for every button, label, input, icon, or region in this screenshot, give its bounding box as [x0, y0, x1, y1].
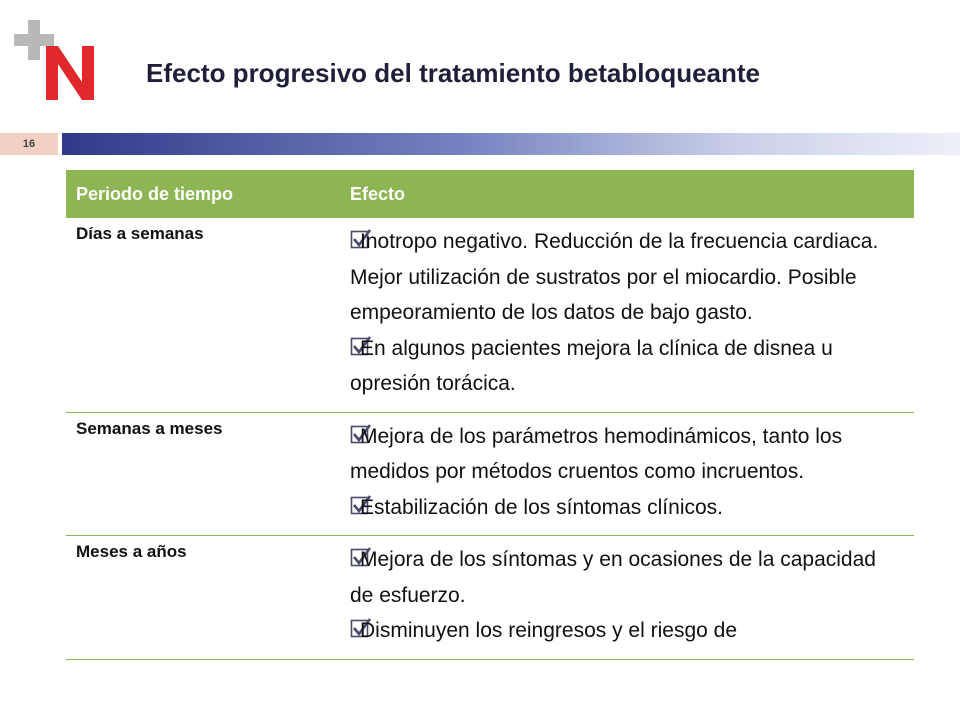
effect-text: Mejora de los parámetros hemodinámicos, tanto los medidos por métodos cruentos como incruentos.: [350, 424, 843, 483]
period-cell: Semanas a meses: [66, 412, 340, 536]
effect-text: Inotropo negativo. Reducción de la frecuencia cardiaca. Mejor utilización de sustratos por el miocardio. Posible empeoramiento de los datos de bajo gasto.: [350, 230, 879, 324]
table-header-row: [66, 170, 914, 218]
table-row: [66, 536, 914, 660]
effects-table: [66, 170, 914, 660]
effect-text: Mejora de los síntomas y en ocasiones de la capacidad de esfuerzo.: [350, 548, 876, 607]
effect-item: [350, 490, 904, 526]
effect-item: [350, 419, 904, 490]
slide-title: Efecto progresivo del tratamiento betabloqueante: [146, 58, 760, 88]
effect-item: [350, 224, 904, 331]
effect-item: [350, 613, 904, 649]
period-cell: Días a semanas: [66, 218, 340, 412]
page-number: 16: [0, 133, 58, 155]
table-row: [66, 412, 914, 536]
effect-text: Disminuyen los reingresos y el riesgo de: [360, 619, 738, 642]
header-gradient-bar: [62, 133, 960, 155]
effect-cell: [340, 412, 914, 536]
effect-cell: [340, 536, 914, 660]
effect-text: En algunos pacientes mejora la clínica de disnea u opresión torácica.: [350, 336, 833, 395]
column-header-effect: Efecto: [340, 170, 914, 218]
effect-text: Estabilización de los síntomas clínicos.: [360, 495, 723, 519]
effect-item: [350, 542, 904, 613]
column-header-period: Periodo de tiempo: [66, 170, 340, 218]
plus-n-logo: [12, 18, 96, 102]
period-cell: Meses a años: [66, 536, 340, 660]
table-row: [66, 218, 914, 412]
effect-item: [350, 331, 904, 402]
effect-cell: [340, 218, 914, 412]
